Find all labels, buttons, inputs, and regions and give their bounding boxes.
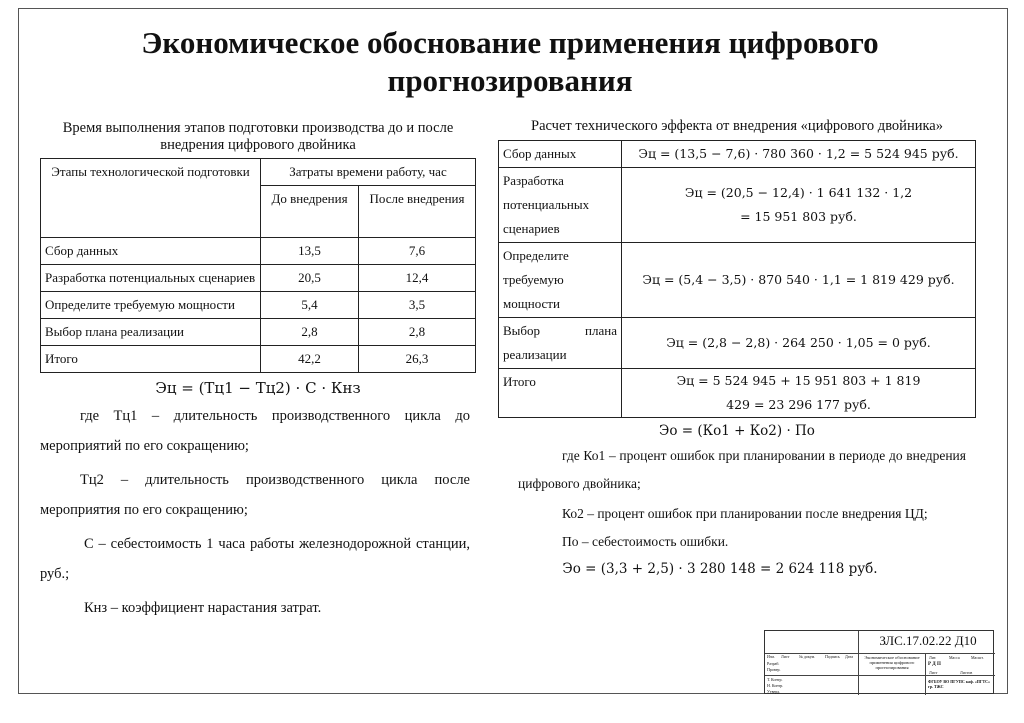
label: Масса [949, 655, 960, 660]
label: Провер. [767, 667, 781, 672]
def-line: где Ко1 – процент ошибок при планировании в периоде до внедрения цифрового двойника; [518, 448, 966, 491]
label: Лист [929, 670, 938, 675]
stage-cell: Определите требуемую мощности [41, 292, 261, 319]
formula-cell: Эц = (2,8 − 2,8) · 264 250 · 1,05 = 0 руб. [622, 318, 976, 369]
page-title: Экономическое обоснование применения цифрового прогнозирования [141, 25, 879, 98]
def-line: По – себестоимость ошибки. [562, 534, 729, 549]
after-cell: 7,6 [359, 238, 476, 265]
table-row [499, 318, 976, 369]
header-stages: Этапы технологической подготовки [41, 159, 261, 238]
header-before: До внедрения [261, 186, 359, 238]
label: Изм. [767, 654, 775, 659]
header-costs: Затраты времени работу, час [261, 159, 476, 186]
stage-cell: Выбор плана реализации [41, 319, 261, 346]
stage-cell: Разработка потенциальных сценариев [499, 168, 622, 243]
stage-cell: Сбор данных [41, 238, 261, 265]
label: Т. Контр. [767, 677, 783, 682]
right-column [490, 118, 984, 580]
effect-table [498, 140, 976, 418]
table-row [499, 243, 976, 318]
table-row [499, 141, 976, 168]
table-row [499, 168, 976, 243]
stage-cell: Итого [41, 346, 261, 373]
label: Лит. [929, 655, 937, 660]
def-line: Тц2 – длительность производственного цикла после мероприятия по его сокращению; [40, 472, 470, 518]
after-cell: 26,3 [359, 346, 476, 373]
before-cell: 5,4 [261, 292, 359, 319]
stage-cell: Выбор плана реализации [499, 318, 622, 369]
left-table-caption: Время выполнения этапов подготовки производства до и после внедрения цифрового двойника [62, 120, 454, 153]
title-block [764, 630, 994, 694]
label: Листов [960, 670, 973, 675]
left-formula: Эц = (Тц1 − Тц2) · С · Кнз [155, 379, 361, 397]
table-row [41, 238, 476, 265]
organization: ФГБОУ ВО ПГУПС каф. «ПГТС» гр. ТЖС [928, 679, 991, 689]
header-after: После внедрения [359, 186, 476, 238]
result-formula: Эо = (3,3 + 2,5) · 3 280 148 = 2 624 118 руб. [562, 561, 878, 577]
lit-letters: Р Д П [928, 662, 941, 667]
table-row [41, 319, 476, 346]
stage-cell: Определите требуемую мощности [499, 243, 622, 318]
before-cell: 2,8 [261, 319, 359, 346]
label: Утверд. [767, 689, 781, 694]
label: Лист [781, 654, 790, 659]
def-line: Ко2 – процент ошибок при планировании после внедрения ЦД; [562, 506, 928, 521]
formula-cell: Эц = 5 524 945 + 15 951 803 + 1 819 429 = 23 296 177 руб. [622, 369, 976, 418]
table-row [499, 369, 976, 418]
stage-cell: Итого [499, 369, 622, 418]
def-line: С – себестоимость 1 часа работы железнодорожной станции, руб.; [40, 536, 470, 582]
right-formula: Эо = (Ко1 + Ко2) · По [659, 423, 815, 439]
label: Н. Контр. [767, 683, 784, 688]
after-cell: 12,4 [359, 265, 476, 292]
def-line: Кнз – коэффициент нарастания затрат. [84, 600, 322, 616]
document-name: Экономическое обоснование применения цифрового прогнозирования [864, 655, 920, 670]
table-row [41, 346, 476, 373]
right-table-caption: Расчет технического эффекта от внедрения «цифрового двойника» [531, 118, 943, 134]
time-table [40, 158, 476, 373]
formula-cell: Эц = (20,5 − 12,4) · 1 641 132 · 1,2 = 15 951 803 руб. [622, 168, 976, 243]
formula-cell: Эц = (5,4 − 3,5) · 870 540 · 1,1 = 1 819 429 руб. [622, 243, 976, 318]
document-code: ЗЛС.17.02.22 Д10 [879, 633, 977, 648]
before-cell: 13,5 [261, 238, 359, 265]
label: Масшт. [971, 655, 984, 660]
table-row [41, 292, 476, 319]
before-cell: 42,2 [261, 346, 359, 373]
formula-cell: Эц = (13,5 − 7,6) · 780 360 · 1,2 = 5 524 945 руб. [622, 141, 976, 168]
stage-cell: Разработка потенциальных сценариев [41, 265, 261, 292]
table-row [41, 265, 476, 292]
label: Разраб. [767, 661, 780, 666]
label: Подпись [825, 654, 840, 659]
label: Дата [845, 654, 853, 659]
after-cell: 2,8 [359, 319, 476, 346]
def-line: где Тц1 – длительность производственного цикла до мероприятий по его сокращению; [40, 408, 470, 454]
stage-cell: Сбор данных [499, 141, 622, 168]
left-column [40, 120, 476, 623]
before-cell: 20,5 [261, 265, 359, 292]
after-cell: 3,5 [359, 292, 476, 319]
label: № докум. [799, 654, 816, 659]
